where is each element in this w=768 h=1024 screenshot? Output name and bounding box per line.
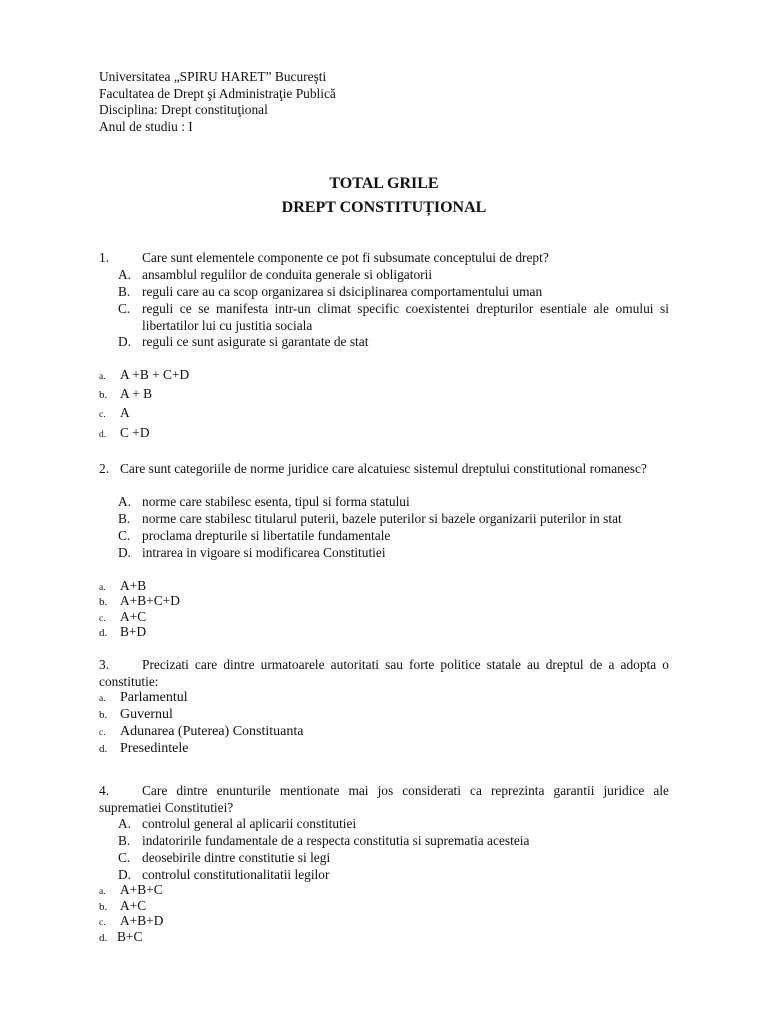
question-2: [99, 461, 669, 478]
answer-3d: d. Presedintele: [99, 741, 189, 756]
option-1c: C. reguli ce se manifesta intr-un climat specific coexistentei drepturilor esentiale ale omului si libertatilor lui cu justitia sociala: [118, 301, 669, 333]
option-4d: D. controlul constitutionalitatii legilor: [118, 867, 330, 882]
option-2a: A. norme care stabilesc esenta, tipul si forma statului: [118, 494, 410, 509]
question-number: 4.: [99, 783, 110, 798]
answer-1c: c. A: [99, 405, 130, 420]
question-number: 1.: [99, 250, 110, 265]
study-year: Anul de studiu : I: [99, 118, 193, 134]
answer-3b: b. Guvernul: [99, 707, 173, 722]
answer-4d: d. B+C: [99, 929, 143, 944]
option-1d: D. reguli ce sunt asigurate si garantate de stat: [118, 334, 369, 349]
question-text: Care sunt elementele componente ce pot fi subsumate conceptului de drept?: [142, 250, 549, 265]
answer-1b: b. A + B: [99, 386, 153, 401]
answer-3c: c. Adunarea (Puterea) Constituanta: [99, 724, 304, 739]
answer-4a: a. A+B+C: [99, 882, 163, 897]
question-number: 2.: [99, 461, 110, 476]
answer-4b: b. A+C: [99, 898, 147, 913]
question-text: Precizati care dintre urmatoarele autoritati sau forte politice statale au dreptul de a adopta o constitutie:: [99, 657, 669, 689]
answer-2a: a. A+B: [99, 578, 147, 593]
question-1: [99, 250, 549, 267]
question-4: [99, 783, 669, 816]
option-4c: C. deosebirile dintre constitutie si legi: [118, 850, 331, 865]
title-line-2: DREPT CONSTITUȚIONAL: [281, 199, 487, 216]
document-header: [99, 69, 336, 135]
option-1a: A. ansamblul regulilor de conduita generale si obligatorii: [118, 267, 433, 282]
answer-3a: a. Parlamentul: [99, 690, 188, 705]
faculty-name: Facultatea de Drept şi Administraţie Publică: [99, 85, 336, 101]
answer-2d: d. B+D: [99, 624, 147, 639]
option-2b: B. norme care stabilesc titularul puterii, bazele puterilor si bazele organizarii puterilor in stat: [118, 511, 622, 526]
question-number: 3.: [99, 657, 110, 672]
answer-2c: c. A+C: [99, 609, 147, 624]
answer-1d: d. C +D: [99, 425, 150, 440]
question-text: Care dintre enunturile mentionate mai jos considerati ca reprezinta garantii juridice ale suprematiei Constitutiei?: [99, 783, 669, 815]
option-2d: D. intrarea in vigoare si modificarea Constitutiei: [118, 545, 386, 560]
option-1b: B. reguli care au ca scop organizarea si dsiciplinarea comportamentului uman: [118, 284, 543, 299]
option-4b: B. indatoririle fundamentale de a respecta constitutia si suprematia acesteia: [118, 833, 530, 848]
option-4a: A. controlul general al aplicarii constitutiei: [118, 816, 357, 831]
university-name: Universitatea „SPIRU HARET” Bucureşti: [99, 69, 327, 84]
answer-4c: c. A+B+D: [99, 913, 164, 928]
question-text: Care sunt categoriile de norme juridice care alcatuiesc sistemul dreptului constitutional romanesc?: [120, 461, 647, 476]
discipline: Disciplina: Drept constituţional: [99, 102, 268, 118]
answer-1a: a. A +B + C+D: [99, 367, 190, 382]
option-2c: C. proclama drepturile si libertatile fundamentale: [118, 528, 391, 543]
title-line-1: TOTAL GRILE: [329, 175, 439, 192]
question-3: [99, 657, 669, 690]
answer-2b: b. A+B+C+D: [99, 593, 180, 608]
